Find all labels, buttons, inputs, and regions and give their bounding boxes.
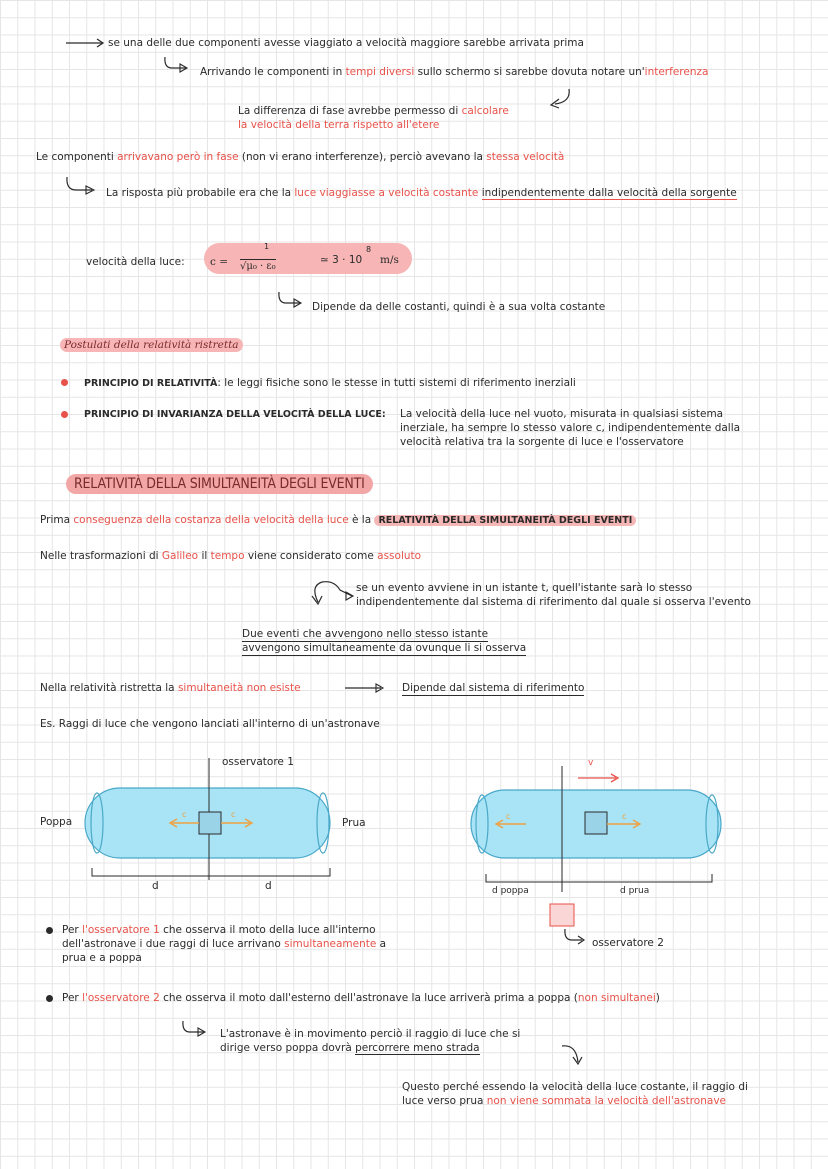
- light-source: [199, 812, 221, 834]
- text-line: Prima conseguenza della costanza della velocità della luce è la RELATIVITÀ DELLA SIMULTANEITÀ DEGLI EVENTI: [40, 514, 636, 527]
- hook-arrow-icon: [180, 1020, 210, 1038]
- text-line: Questo perché essendo la velocità della luce costante, il raggio di: [402, 1081, 748, 1093]
- text-line: se una delle due componenti avesse viaggiato a velocità maggiore sarebbe arrivata prima: [108, 37, 584, 49]
- hook-arrow-icon: [545, 88, 573, 110]
- formula-exponent: 8: [366, 245, 372, 254]
- text-line: avvengono simultaneamente da ovunque li si osserva: [242, 642, 527, 654]
- postulate-2-title: PRINCIPIO DI INVARIANZA DELLA VELOCITÀ DELLA LUCE:: [84, 409, 386, 420]
- text-line: Per l'osservatore 1 che osserva il moto della luce all'interno: [62, 924, 376, 936]
- postulate-1: PRINCIPIO DI RELATIVITÀ: le leggi fisiche sono le stesse in tutti sistemi di riferimento inerziali: [84, 377, 576, 389]
- text-line: Es. Raggi di luce che vengono lanciati all'interno di un'astronave: [40, 718, 380, 730]
- hook-arrow-icon: [562, 928, 588, 946]
- text-line: prua e a poppa: [62, 952, 142, 964]
- text-line: Dipende dal sistema di riferimento: [402, 682, 585, 694]
- arrow-right-icon: [66, 37, 106, 49]
- observer-1-label: osservatore 1: [222, 756, 294, 768]
- text-line: Le componenti arrivavano però in fase (non vi erano interferenze), perciò avevano la stessa velocità: [36, 151, 565, 163]
- postulate-2-text: inerziale, ha sempre lo stesso valore c, indipendentemente dalla: [400, 422, 741, 434]
- text-line: La differenza di fase avrebbe permesso di calcolare: [238, 105, 509, 117]
- formula-unit: m/s: [380, 254, 399, 266]
- hook-arrow-icon: [162, 56, 190, 74]
- c-label: c: [506, 812, 511, 821]
- text-line: Nella relatività ristretta la simultaneità non esiste: [40, 682, 301, 694]
- arrow-right-icon: [345, 682, 387, 694]
- section-heading: RELATIVITÀ DELLA SIMULTANEITÀ DEGLI EVENTI: [66, 474, 373, 494]
- hook-arrow-icon: [276, 291, 306, 309]
- text-line: Due eventi che avvengono nello stesso istante: [242, 628, 489, 640]
- postulate-2-text: velocità relativa tra la sorgente di luce e l'osservatore: [400, 436, 684, 448]
- c-label: c: [182, 810, 187, 819]
- bullet: [46, 927, 53, 934]
- d-label: d: [152, 880, 159, 892]
- text-line: Arrivando le componenti in tempi diversi sullo schermo si sarebbe dovuta notare un'interferenza: [200, 66, 709, 78]
- text-line: Per l'osservatore 2 che osserva il moto dall'esterno dell'astronave la luce arriverà prima a poppa (non simultanei): [62, 992, 660, 1004]
- c-label: c: [622, 812, 627, 821]
- formula-approx: ≃ 3 · 10: [320, 254, 363, 266]
- hook-arrow-icon: [64, 176, 98, 196]
- observer-2-label: osservatore 2: [592, 937, 664, 949]
- text-line: Dipende da delle costanti, quindi è a sua volta costante: [312, 301, 606, 313]
- spaceship-diagram-2: [466, 752, 728, 932]
- text-line: se un evento avviene in un istante t, quell'istante sarà lo stesso: [356, 582, 693, 594]
- curved-arrows-icon: [300, 578, 356, 620]
- formula-c: c =: [210, 256, 229, 268]
- formula-numerator: 1: [264, 242, 270, 251]
- d-poppa-label: d poppa: [492, 886, 529, 896]
- bullet: [46, 995, 53, 1002]
- text-line: dirige verso poppa dovrà percorrere meno strada: [220, 1042, 480, 1054]
- spaceship-diagram-1: [80, 752, 350, 902]
- bullet: [61, 411, 68, 418]
- text-line: La risposta più probabile era che la luce viaggiasse a velocità costante indipendentemente dalla velocità della sorgente: [106, 187, 737, 199]
- text-line: L'astronave è in movimento perciò il raggio di luce che si: [220, 1028, 521, 1040]
- velocity-label: velocità della luce:: [86, 256, 185, 268]
- d-prua-label: d prua: [620, 886, 650, 896]
- text-line: luce verso prua non viene sommata la velocità dell'astronave: [402, 1095, 726, 1107]
- observer-2-box: [550, 904, 574, 926]
- postulates-subtitle: Postulati della relatività ristretta: [60, 338, 243, 352]
- formula-denominator: √μ₀ · ε₀: [240, 261, 276, 272]
- bullet: [61, 379, 68, 386]
- text-line: la velocità della terra rispetto all'etere: [238, 119, 440, 131]
- text-line: indipendentemente dal sistema di riferimento dal quale si osserva l'evento: [356, 596, 751, 608]
- v-label: v: [588, 758, 594, 768]
- c-label: c: [231, 810, 236, 819]
- text-line: Nelle trasformazioni di Galileo il tempo viene considerato come assoluto: [40, 550, 422, 562]
- curved-arrow-down-icon: [560, 1042, 586, 1068]
- light-source: [585, 812, 607, 834]
- text-line: dell'astronave i due raggi di luce arrivano simultaneamente a: [62, 938, 387, 950]
- d-label: d: [265, 880, 272, 892]
- poppa-label: Poppa: [40, 816, 73, 828]
- postulate-2-text: La velocità della luce nel vuoto, misurata in qualsiasi sistema: [400, 408, 724, 420]
- prua-label: Prua: [342, 817, 366, 829]
